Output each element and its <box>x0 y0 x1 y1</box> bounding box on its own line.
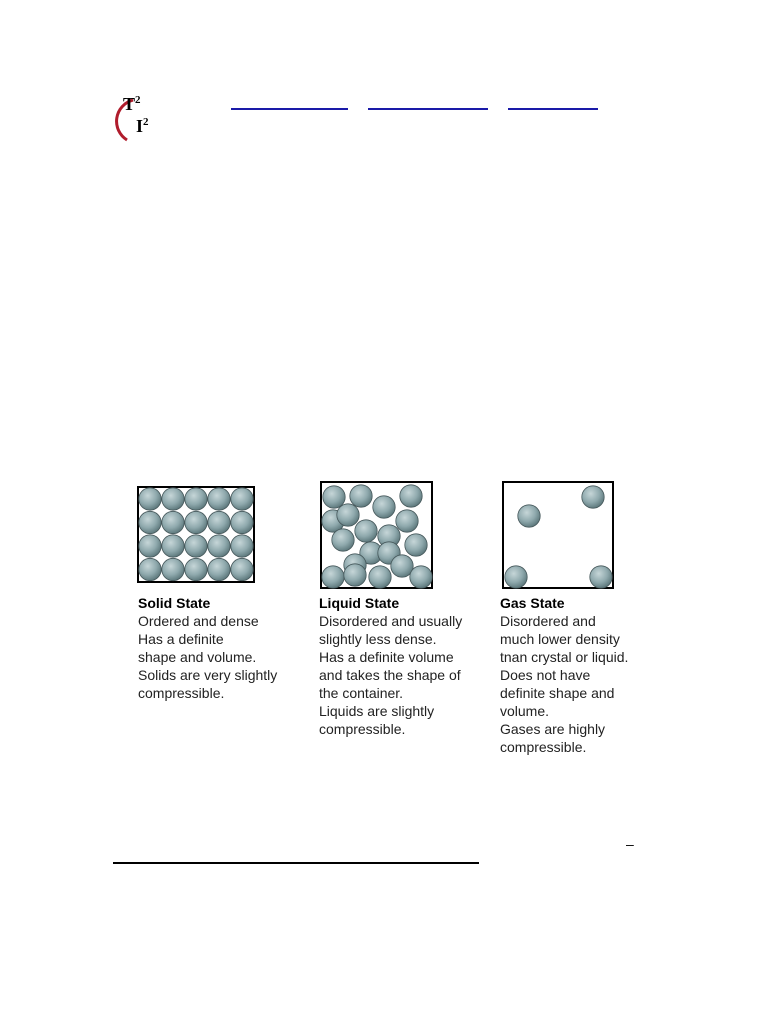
particle <box>208 558 230 580</box>
particle <box>344 564 366 586</box>
particle <box>518 505 540 527</box>
particle <box>162 535 184 557</box>
particle <box>231 558 253 580</box>
particle <box>396 510 418 532</box>
particle <box>139 535 161 557</box>
particle <box>208 511 230 533</box>
solid-line: Has a definite <box>138 631 224 647</box>
particle <box>322 566 344 588</box>
gas-line: tnan crystal or liquid. <box>500 649 629 665</box>
gas-line: much lower density <box>500 631 620 647</box>
particle <box>350 485 372 507</box>
solid-title: Solid State <box>138 595 211 611</box>
liquid-line: and takes the shape of <box>319 667 461 683</box>
particle <box>400 485 422 507</box>
particle <box>505 566 527 588</box>
gas-title: Gas State <box>500 595 565 611</box>
particle <box>162 511 184 533</box>
particle <box>410 566 432 588</box>
gas-line: Gases are highly <box>500 721 606 737</box>
particle <box>231 535 253 557</box>
gas-caption <box>500 594 628 756</box>
particle <box>590 566 612 588</box>
footer-dash: – <box>626 836 634 852</box>
particle <box>373 496 395 518</box>
particle <box>185 535 207 557</box>
particle <box>185 558 207 580</box>
logo-i: $I^2$ <box>136 116 149 136</box>
liquid-title: Liquid State <box>319 595 400 611</box>
liquid-line: Disordered and usually <box>319 613 463 629</box>
footer-rule <box>113 862 479 864</box>
particle <box>355 520 377 542</box>
solid-line: Solids are very slightly <box>138 667 278 683</box>
particle <box>337 504 359 526</box>
particle <box>332 529 354 551</box>
particle <box>208 535 230 557</box>
solid-diagram <box>138 487 254 582</box>
liquid-line: Liquids are slightly <box>319 703 435 719</box>
particle <box>185 488 207 510</box>
gas-line: volume. <box>500 703 550 719</box>
particle <box>139 558 161 580</box>
gas-line: Disordered and <box>500 613 596 629</box>
particle <box>323 486 345 508</box>
liquid-line: compressible. <box>319 721 406 737</box>
logo-t: $T^2$ <box>123 94 141 114</box>
particle <box>208 488 230 510</box>
liquid-diagram <box>321 482 432 588</box>
liquid-line: Has a definite volume <box>319 649 454 665</box>
particle <box>405 534 427 556</box>
liquid-line: slightly less dense. <box>319 631 437 647</box>
gas-line: definite shape and <box>500 685 615 701</box>
gas-line: compressible. <box>500 739 587 755</box>
particle <box>231 511 253 533</box>
particle <box>139 511 161 533</box>
particle <box>231 488 253 510</box>
particle <box>185 511 207 533</box>
liquid-line: the container. <box>319 685 404 701</box>
solid-caption <box>138 594 277 702</box>
particle <box>162 558 184 580</box>
particle <box>162 488 184 510</box>
particle <box>582 486 604 508</box>
gas-diagram <box>503 482 613 588</box>
solid-line: Ordered and dense <box>138 613 259 629</box>
particle <box>369 566 391 588</box>
solid-line: compressible. <box>138 685 225 701</box>
solid-line: shape and volume. <box>138 649 257 665</box>
liquid-caption <box>319 594 462 738</box>
gas-line: Does not have <box>500 667 591 683</box>
particle <box>139 488 161 510</box>
